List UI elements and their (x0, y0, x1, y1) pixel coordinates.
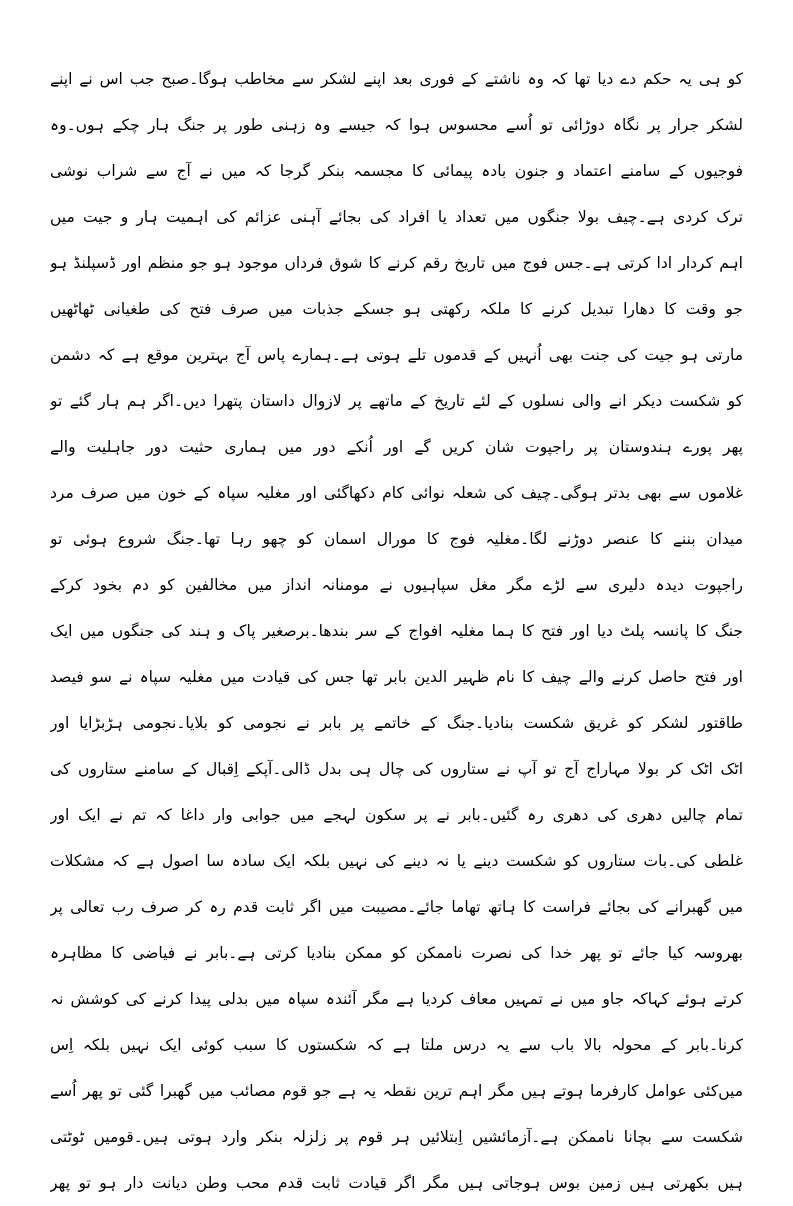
text-line: کرنا۔بابر کے محولہ بالا باب سے یہ درس ملتا ہے کہ شکستوں کا سبب کوئی ایک نہیں بلکہ اِس (50, 1036, 743, 1054)
text-line: میدان بننے کا عنصر دوڑنے لگا۔مغلیہ فوج کا مورال اسمان کو چھو رہا تھا۔جنگ شروع ہوئی تو (50, 530, 743, 548)
text-line: تمام چالیں دھری کی دھری رہ گئیں۔بابر نے پر سکون لہجے میں جوابی وار داغا کہ تم نے ایک اور (50, 806, 743, 824)
text-line: میں گھبرانے کی بجائے فراست کا ہاتھ تھاما جائے۔مصیبت میں اگر ثابت قدم رہ کر صرف رب تعالی پر (50, 898, 743, 916)
text-line: ہیں بکھرتی ہیں زمین بوس ہوجاتی ہیں مگر اگر قیادت ثابت قدم محب وطن دیانت دار ہو تو پھر (50, 1174, 743, 1192)
text-line: بھروسہ کیا جائے تو پھر خدا کی نصرت ناممکن کو ممکن بنادیا کرتی ہے۔بابر نے فیاضی کا مظاہرہ (50, 944, 743, 962)
text-line: اہم کردار ادا کرتی ہے۔جس فوج میں تاریخ رقم کرنے کا شوق فرداں موجود ہو جو منظم اور ڈسپلنڈ ہو (50, 254, 743, 272)
text-line: پھر پورے ہندوستان پر راجپوت شان کریں گے اور اُنکے دور میں ہماری حثیت دور جاہلیت والے (50, 438, 743, 456)
text-line: راجپوت دیدہ دلیری سے لڑے مگر مغل سپاہیوں نے مومنانہ انداز میں مخالفین کو دم بخود کرکے (50, 576, 743, 594)
text-line: مارتی ہو جیت کی جنت بھی اُنہیں کے قدموں تلے ہوتی ہے۔ہمارے پاس آج بہترین موقع ہے کہ دشمن (50, 346, 743, 364)
text-line: غلطی کی۔بات ستاروں کو شکست دینے یا نہ دینے کی نہیں بلکہ ایک سادہ سا اصول ہے کہ مشکلات (50, 852, 743, 870)
text-line: طاقتور لشکر کو غریق شکست بنادیا۔جنگ کے خاتمے پر بابر نے نجومی کو بلایا۔نجومی ہڑبڑایا اور (50, 714, 743, 732)
text-line: شکست سے بچانا ناممکن ہے۔آزمائشیں اِبتلائیں ہر قوم پر زلزلہ بنکر وارد ہوتی ہیں۔قومیں ٹوٹتی (50, 1128, 743, 1146)
text-line: اٹک اٹک کر بولا مہاراج آج تو آپ نے ستاروں کی چال ہی بدل ڈالی۔آپکے اِقبال کے سامنے ستاروں کی (50, 760, 743, 778)
text-line: لشکر جرار پر نگاہ دوڑائی تو اُسے محسوس ہوا کہ جیسے وہ زہنی طور پر جنگ ہار چکے ہوں۔وہ (50, 116, 743, 134)
text-line: میں‌کئی عوامل کارفرما ہوتے ہیں مگر اہم ترین نقطہ یہ ہے جو قوم مصائب میں گھبرا گئی تو پھر اُسے (50, 1082, 743, 1100)
text-line: ترک کردی ہے۔چیف بولا جنگوں میں تعداد یا افراد کی بجائے آہنی عزائم کی اہمیت ہار و جیت میں (50, 208, 743, 226)
text-line: کو ہی یہ حکم دے دیا تھا کہ وہ ناشتے کے فوری بعد اپنے لشکر سے مخاطب ہوگا۔صبح جب اس نے اپنے (50, 70, 743, 88)
text-line: کو شکست دیکر انے والی نسلوں کے لئے تاریخ کے ماتھے پر لازوال داستان پتھرا دیں۔اگر ہم ہار گئے تو (50, 392, 743, 410)
text-line: جو وقت کا دھارا تبدیل کرنے کا ملکہ رکھتی ہو جسکے جذبات میں صرف فتح کی طغیانی ٹھاٹھیں (50, 300, 743, 318)
text-line: فوجیوں کے سامنے اعتماد و جنون بادہ پیمائی کا مجسمہ بنکر گرجا کہ میں نے آج سے شراب نوشی (50, 162, 743, 180)
text-line: اور فتح حاصل کرنے والے چیف کا نام ظہیر الدین بابر تھا جس کی قیادت میں مغلیہ سپاہ نے سو فیصد (50, 668, 743, 686)
text-line: غلاموں سے بھی بدتر ہوگی۔چیف کی شعلہ نوائی کام دکھاگئی اور مغلیہ سپاہ کے خون میں صرف مرد (50, 484, 743, 502)
text-line: کرتے ہوئے کہاکہ جاو میں نے تمہیں معاف کردیا ہے مگر آئندہ سپاہ میں بدلی پیدا کرنے کی کوشش نہ (50, 990, 743, 1008)
text-line: جنگ کا پانسہ پلٹ دیا اور فتح کا ہما مغلیہ افواج کے سر بندھا۔برصغیر پاک و ہند کی جنگوں میں ایک (50, 622, 743, 640)
article-body (50, 56, 743, 1206)
